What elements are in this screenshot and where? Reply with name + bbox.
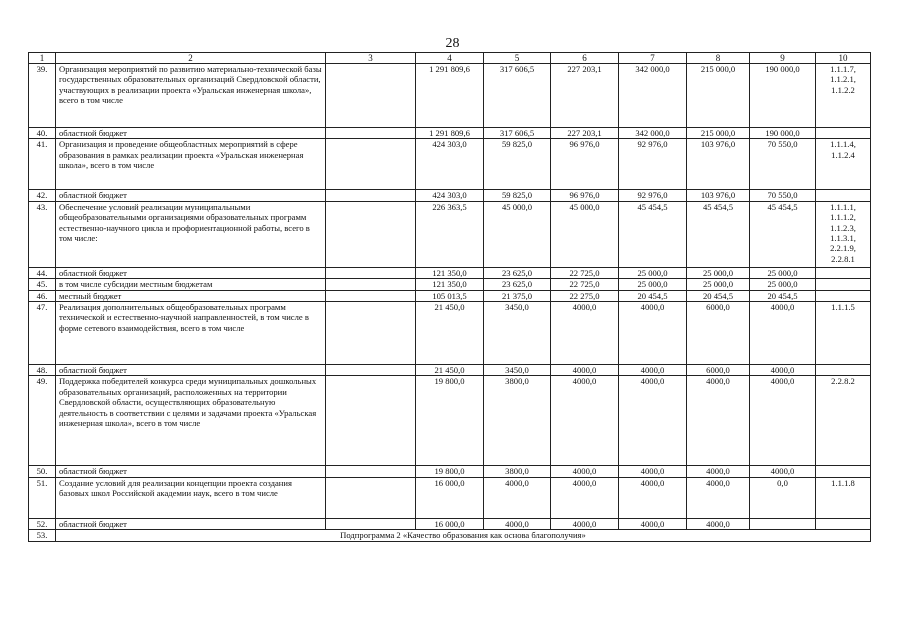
cell-col6: 4000,0 <box>551 376 619 466</box>
cell-col6: 96 976,0 <box>551 190 619 201</box>
cell-col8: 6000,0 <box>687 365 750 376</box>
cell-col5: 4000,0 <box>484 477 551 518</box>
table-row <box>29 139 871 190</box>
row-number: 40. <box>29 128 56 139</box>
cell-col6: 227 203,1 <box>551 128 619 139</box>
page-number: 28 <box>445 36 460 51</box>
cell-col4: 424 303,0 <box>416 190 484 201</box>
cell-col4: 16 000,0 <box>416 477 484 518</box>
row-number: 41. <box>29 139 56 190</box>
row-number: 43. <box>29 201 56 267</box>
row-number: 52. <box>29 518 56 529</box>
row-name: в том числе субсидии местным бюджетам <box>56 279 326 290</box>
cell-col5: 3450,0 <box>484 302 551 365</box>
cell-col8: 103 976,0 <box>687 190 750 201</box>
cell-col6: 4000,0 <box>551 365 619 376</box>
cell-targets: 1.1.1.5 <box>816 302 871 365</box>
cell-targets: 1.1.1.7, 1.1.2.1, 1.1.2.2 <box>816 64 871 128</box>
header-cell: 3 <box>326 53 416 64</box>
subprogram-row <box>29 530 871 541</box>
header-cell: 6 <box>551 53 619 64</box>
cell-col7: 45 454,5 <box>619 201 687 267</box>
cell-col4: 1 291 809,6 <box>416 64 484 128</box>
row-name: областной бюджет <box>56 190 326 201</box>
cell-col6: 4000,0 <box>551 302 619 365</box>
row-name: Поддержка победителей конкурса среди муниципальных дошкольных образовательных организаций, расположенных на территории Свердловской области, осуществляющих образовательную деятельность в соответствии с целями и задачами проекта «Уральская инженерная школа», всего в том числе <box>56 376 326 466</box>
cell-col6: 4000,0 <box>551 477 619 518</box>
cell-col3 <box>326 128 416 139</box>
row-name: Создание условий для реализации концепции проекта создания базовых школ Российской академии наук, всего в том числе <box>56 477 326 518</box>
cell-col3 <box>326 279 416 290</box>
row-number: 50. <box>29 466 56 477</box>
cell-col5: 45 000,0 <box>484 201 551 267</box>
row-number: 47. <box>29 302 56 365</box>
table-row <box>29 279 871 290</box>
cell-col3 <box>326 365 416 376</box>
header-cell: 7 <box>619 53 687 64</box>
cell-col9: 4000,0 <box>750 376 816 466</box>
cell-col8: 4000,0 <box>687 466 750 477</box>
cell-col3 <box>326 290 416 301</box>
cell-col9: 25 000,0 <box>750 279 816 290</box>
cell-col4: 226 363,5 <box>416 201 484 267</box>
cell-col3 <box>326 64 416 128</box>
cell-col9: 190 000,0 <box>750 64 816 128</box>
header-cell: 9 <box>750 53 816 64</box>
cell-col5: 3800,0 <box>484 466 551 477</box>
cell-col4: 21 450,0 <box>416 302 484 365</box>
table-row <box>29 477 871 518</box>
cell-col7: 92 976,0 <box>619 190 687 201</box>
cell-col9: 70 550,0 <box>750 190 816 201</box>
cell-targets <box>816 518 871 529</box>
table-row <box>29 201 871 267</box>
cell-targets: 1.1.1.4, 1.1.2.4 <box>816 139 871 190</box>
cell-col8: 215 000,0 <box>687 64 750 128</box>
cell-col7: 25 000,0 <box>619 279 687 290</box>
cell-targets: 1.1.1.1, 1.1.1.2, 1.1.2.3, 1.1.3.1, 2.2.1.9, 2.2.8.1 <box>816 201 871 267</box>
header-cell: 1 <box>29 53 56 64</box>
cell-col8: 25 000,0 <box>687 267 750 278</box>
cell-col9: 20 454,5 <box>750 290 816 301</box>
cell-col3 <box>326 376 416 466</box>
cell-col8: 45 454,5 <box>687 201 750 267</box>
cell-targets <box>816 267 871 278</box>
cell-col9 <box>750 518 816 529</box>
cell-col6: 45 000,0 <box>551 201 619 267</box>
cell-col9: 4000,0 <box>750 466 816 477</box>
cell-col6: 227 203,1 <box>551 64 619 128</box>
row-number: 44. <box>29 267 56 278</box>
cell-col5: 3800,0 <box>484 376 551 466</box>
cell-col5: 23 625,0 <box>484 279 551 290</box>
cell-col5: 23 625,0 <box>484 267 551 278</box>
cell-targets <box>816 128 871 139</box>
header-cell: 10 <box>816 53 871 64</box>
cell-targets: 2.2.8.2 <box>816 376 871 466</box>
cell-col4: 424 303,0 <box>416 139 484 190</box>
table-row <box>29 64 871 128</box>
cell-targets <box>816 279 871 290</box>
row-number: 46. <box>29 290 56 301</box>
cell-col5: 59 825,0 <box>484 190 551 201</box>
cell-col7: 4000,0 <box>619 365 687 376</box>
cell-col7: 4000,0 <box>619 477 687 518</box>
cell-col6: 96 976,0 <box>551 139 619 190</box>
row-number: 49. <box>29 376 56 466</box>
budget-table <box>28 52 871 542</box>
cell-col6: 22 725,0 <box>551 267 619 278</box>
row-number: 39. <box>29 64 56 128</box>
table-row <box>29 302 871 365</box>
cell-targets: 1.1.1.8 <box>816 477 871 518</box>
table-row <box>29 365 871 376</box>
header-cell: 4 <box>416 53 484 64</box>
cell-col3 <box>326 139 416 190</box>
cell-col9: 4000,0 <box>750 365 816 376</box>
cell-col6: 22 275,0 <box>551 290 619 301</box>
cell-col3 <box>326 477 416 518</box>
cell-col8: 215 000,0 <box>687 128 750 139</box>
header-cell: 2 <box>56 53 326 64</box>
cell-col4: 21 450,0 <box>416 365 484 376</box>
cell-col4: 1 291 809,6 <box>416 128 484 139</box>
cell-col5: 3450,0 <box>484 365 551 376</box>
table-row <box>29 267 871 278</box>
cell-col6: 22 725,0 <box>551 279 619 290</box>
cell-col6: 4000,0 <box>551 466 619 477</box>
cell-col3 <box>326 518 416 529</box>
cell-col7: 4000,0 <box>619 518 687 529</box>
cell-col7: 4000,0 <box>619 376 687 466</box>
cell-col4: 121 350,0 <box>416 267 484 278</box>
cell-col3 <box>326 267 416 278</box>
table-row <box>29 466 871 477</box>
row-name: областной бюджет <box>56 365 326 376</box>
header-cell: 5 <box>484 53 551 64</box>
cell-col7: 25 000,0 <box>619 267 687 278</box>
table-row <box>29 376 871 466</box>
cell-col5: 21 375,0 <box>484 290 551 301</box>
row-name: областной бюджет <box>56 267 326 278</box>
row-number: 42. <box>29 190 56 201</box>
cell-col3 <box>326 302 416 365</box>
cell-col9: 4000,0 <box>750 302 816 365</box>
cell-col6: 4000,0 <box>551 518 619 529</box>
cell-col4: 16 000,0 <box>416 518 484 529</box>
cell-col5: 317 606,5 <box>484 128 551 139</box>
row-name: местный бюджет <box>56 290 326 301</box>
row-name: Реализация дополнительных общеобразовательных программ технической и естественно-научной направленностей, в том числе в форме сетевого взаимодействия, всего в том числе <box>56 302 326 365</box>
table-header-row <box>29 53 871 64</box>
cell-col5: 4000,0 <box>484 518 551 529</box>
cell-col8: 4000,0 <box>687 518 750 529</box>
cell-col7: 92 976,0 <box>619 139 687 190</box>
row-name: областной бюджет <box>56 518 326 529</box>
cell-col9: 190 000,0 <box>750 128 816 139</box>
cell-col8: 103 976,0 <box>687 139 750 190</box>
cell-col8: 25 000,0 <box>687 279 750 290</box>
cell-col7: 342 000,0 <box>619 128 687 139</box>
cell-col9: 70 550,0 <box>750 139 816 190</box>
cell-col9: 0,0 <box>750 477 816 518</box>
cell-col5: 59 825,0 <box>484 139 551 190</box>
table-row <box>29 128 871 139</box>
cell-col9: 25 000,0 <box>750 267 816 278</box>
row-number: 51. <box>29 477 56 518</box>
cell-col7: 4000,0 <box>619 302 687 365</box>
cell-targets <box>816 190 871 201</box>
table-row <box>29 290 871 301</box>
cell-col4: 105 013,5 <box>416 290 484 301</box>
cell-col8: 6000,0 <box>687 302 750 365</box>
cell-col4: 19 800,0 <box>416 466 484 477</box>
row-name: Организация мероприятий по развитию материально-технической базы государственных образовательных организаций Свердловской области, участвующих в реализации проекта «Уральская инженерная школа», всего в том числе <box>56 64 326 128</box>
cell-col7: 342 000,0 <box>619 64 687 128</box>
cell-col8: 20 454,5 <box>687 290 750 301</box>
row-name: Обеспечение условий реализации муниципальными общеобразовательными организациями образовательных программ естественно-научного цикла и профориентационной работы, всего в том числе: <box>56 201 326 267</box>
table-row <box>29 190 871 201</box>
row-name: Организация и проведение общеобластных мероприятий в сфере образования в рамках реализации проекта «Уральская инженерная школа», всего в том числе <box>56 139 326 190</box>
cell-col7: 20 454,5 <box>619 290 687 301</box>
row-number: 45. <box>29 279 56 290</box>
cell-col8: 4000,0 <box>687 477 750 518</box>
cell-col3 <box>326 466 416 477</box>
cell-targets <box>816 466 871 477</box>
table-row <box>29 518 871 529</box>
cell-targets <box>816 290 871 301</box>
cell-col4: 19 800,0 <box>416 376 484 466</box>
cell-col9: 45 454,5 <box>750 201 816 267</box>
row-name: областной бюджет <box>56 128 326 139</box>
header-cell: 8 <box>687 53 750 64</box>
row-number: 48. <box>29 365 56 376</box>
row-number: 53. <box>29 530 56 541</box>
cell-col8: 4000,0 <box>687 376 750 466</box>
subprogram-title: Подпрограмма 2 «Качество образования как основа благополучия» <box>56 530 871 541</box>
cell-col7: 4000,0 <box>619 466 687 477</box>
cell-col3 <box>326 190 416 201</box>
cell-col3 <box>326 201 416 267</box>
cell-targets <box>816 365 871 376</box>
cell-col5: 317 606,5 <box>484 64 551 128</box>
cell-col4: 121 350,0 <box>416 279 484 290</box>
row-name: областной бюджет <box>56 466 326 477</box>
